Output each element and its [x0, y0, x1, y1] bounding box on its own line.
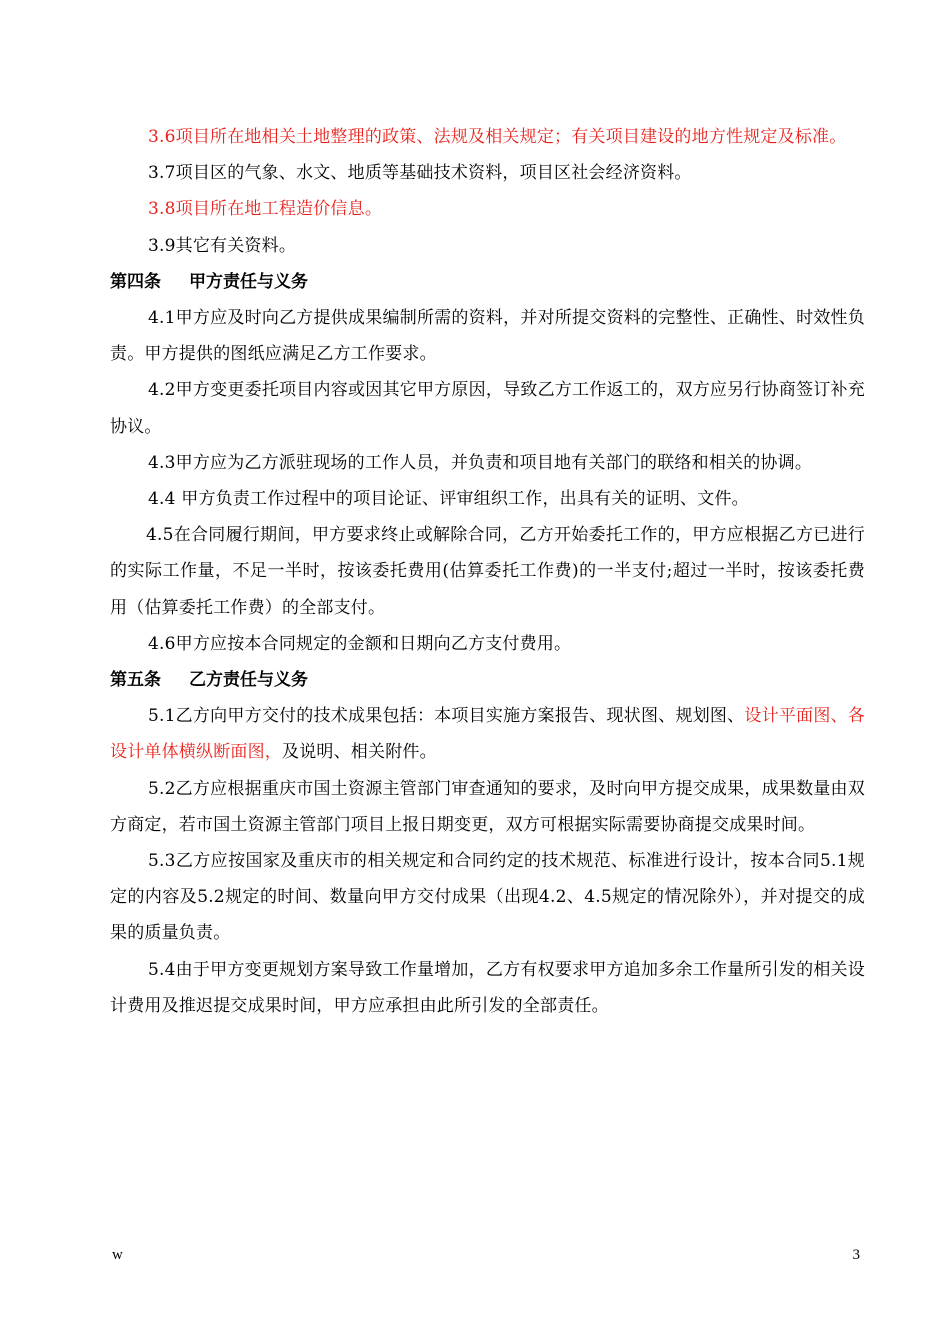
clause-5-2: 5.2乙方应根据重庆市国土资源主管部门审查通知的要求，及时向甲方提交成果，成果数量由双方商定，若市国土资源主管部门项目上报日期变更，双方可根据实际需要协商提交成果时间。 [110, 778, 865, 835]
clause-4-1: 4.1甲方应及时向乙方提供成果编制所需的资料，并对所提交资料的完整性、正确性、时效性负责。甲方提供的图纸应满足乙方工作要求。 [110, 308, 865, 365]
clause-5-4: 5.4由于甲方变更规划方案导致工作量增加，乙方有权要求甲方追加多余工作量所引发的相关设计费用及推迟提交成果时间，甲方应承担由此所引发的全部责任。 [110, 959, 865, 1016]
clause-4-6: 4.6甲方应按本合同规定的金额和日期向乙方支付费用。 [148, 633, 572, 654]
footer-mark: w [112, 1247, 123, 1263]
clause-4-4: 4.4 甲方负责工作过程中的项目论证、评审组织工作，出具有关的证明、文件。 [148, 489, 749, 510]
clause-5-3: 5.3乙方应按国家及重庆市的相关规定和合同约定的技术规范、标准进行设计，按本合同5.1规定的内容及5.2规定的时间、数量向甲方交付成果（出现4.2、4.5规定的情况除外），并对提交的成果的质量负责。 [110, 851, 865, 944]
article-4-heading [110, 264, 865, 300]
page-number: 3 [852, 1247, 860, 1263]
article-4-title: 甲方责任与义务 [189, 271, 308, 292]
clause-3-8: 3.8项目所在地工程造价信息。 [148, 199, 383, 220]
article-4-number: 第四条 [110, 271, 161, 292]
clause-3-6: 3.6项目所在地相关土地整理的政策、法规及相关规定；有关项目建设的地方性规定及标准。 [148, 127, 847, 147]
article-5-title: 乙方责任与义务 [189, 670, 308, 691]
clause-5-1-text-a: 5.1乙方向甲方交付的技术成果包括：本项目实施方案报告、现状图、规划图、 [148, 706, 745, 727]
clause-5-1 [110, 698, 865, 770]
clause-3-9: 3.9其它有关资料。 [148, 235, 297, 256]
clause-5-1-highlight: 设计平面图、各设计单体横纵断面图， [110, 706, 865, 763]
document-body [110, 119, 865, 1024]
clause-4-2: 4.2甲方变更委托项目内容或因其它甲方原因，导致乙方工作返工的，双方应另行协商签订补充协议。 [110, 380, 865, 437]
clause-4-3: 4.3甲方应为乙方派驻现场的工作人员，并负责和项目地有关部门的联络和相关的协调。 [148, 452, 813, 473]
clause-3-7: 3.7项目区的气象、水文、地质等基础技术资料，项目区社会经济资料。 [148, 163, 692, 184]
article-5-heading [110, 662, 865, 698]
article-5-number: 第五条 [110, 670, 161, 691]
clause-4-5: 4.5在合同履行期间，甲方要求终止或解除合同，乙方开始委托工作的，甲方应根据乙方已进行的实际工作量，不足一半时，按该委托费用(估算委托工作费)的一半支付;超过一半时，按该委托费用（估算委托工作费）的全部支付。 [110, 525, 865, 618]
clause-5-1-text-b: 及说明、相关附件。 [282, 742, 437, 763]
